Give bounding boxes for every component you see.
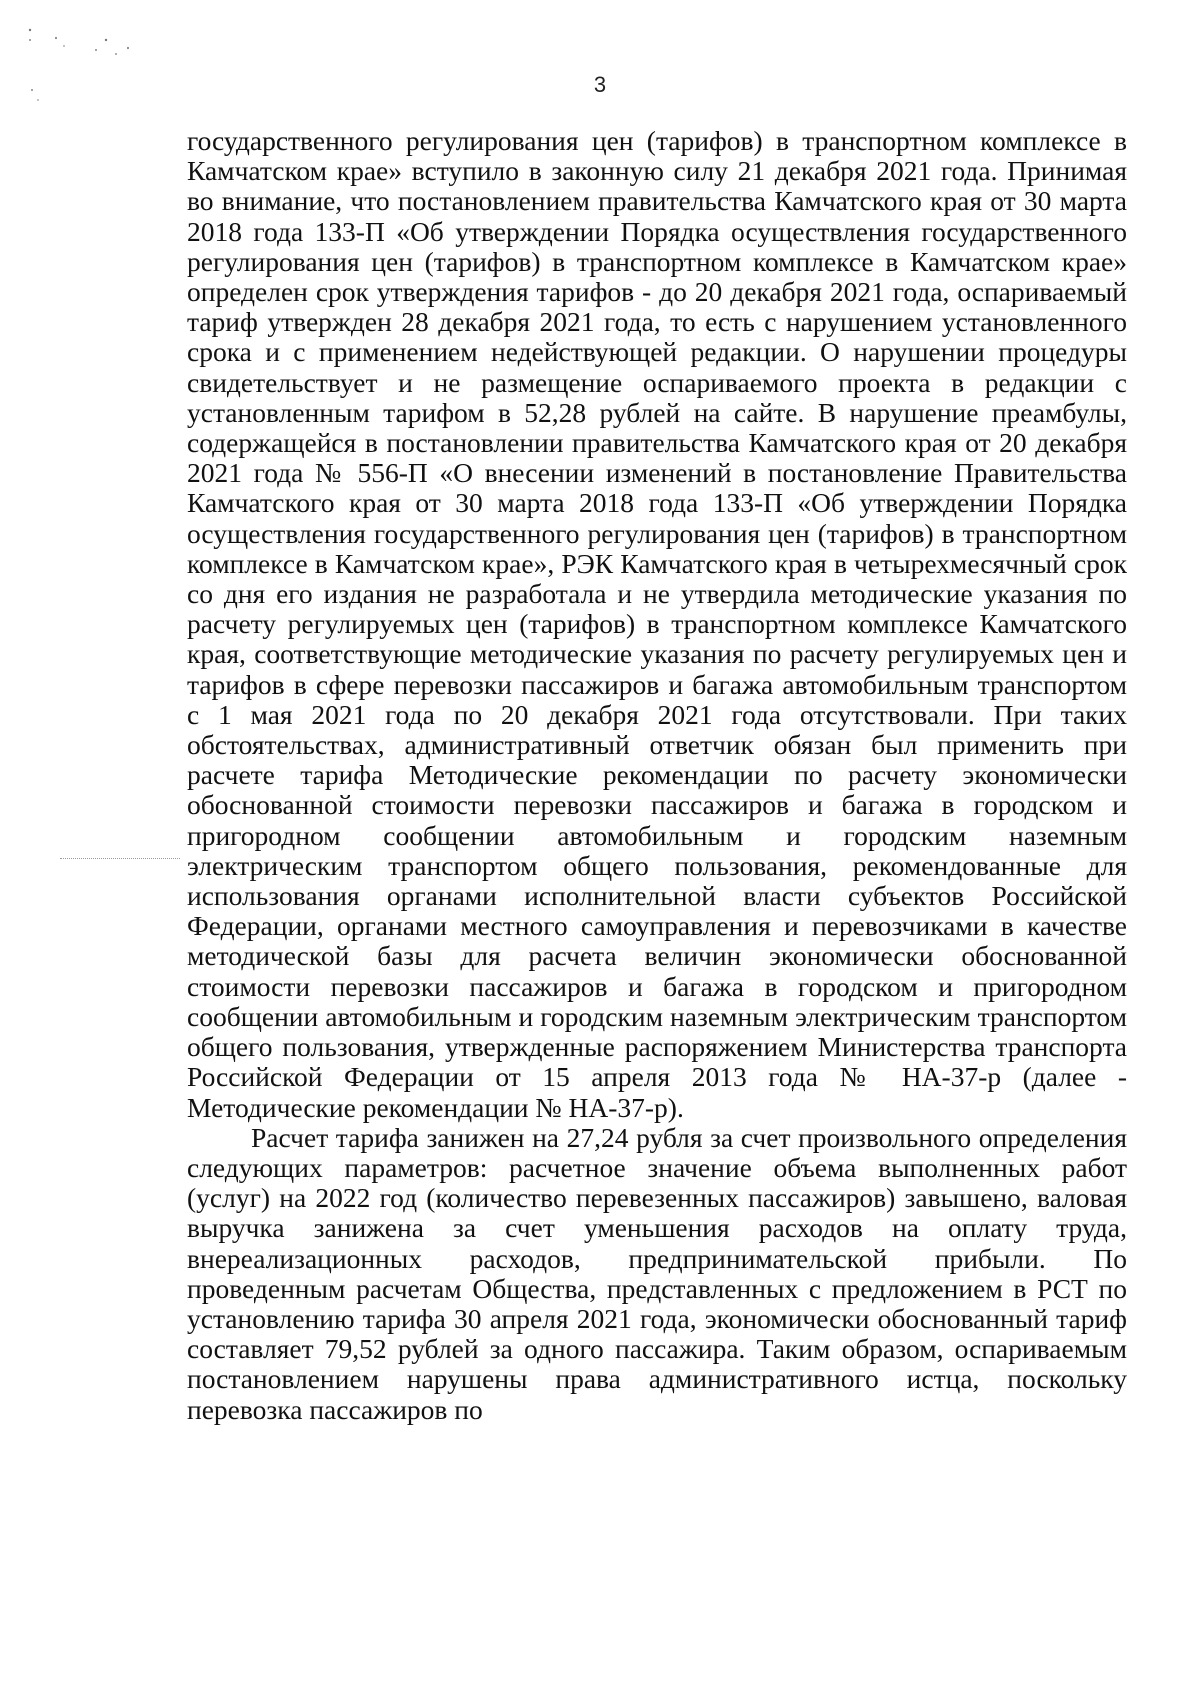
page-number: 3 xyxy=(593,72,607,97)
paragraph-1: государственного регулирования цен (тарифов) в транспортном комплексе в Камчатском крае» вступило в законную силу 21 декабря 2021 года. Принимая во внимание, что постановлением правительства Камчатского края от 30 марта 2018 года 133-П «Об утверждении Порядка осуществления государственного регулирования цен (тарифов) в транспортном комплексе в Камчатском крае» определен срок утверждения тарифов - до 20 декабря 2021 года, оспариваемый тариф утвержден 28 декабря 2021 года, то есть с нарушением установленного срока и с применением недействующей редакции. О нарушении процедуры свидетельствует и не размещение оспариваемого проекта в редакции с установленным тарифом в 52,28 рублей на сайте. В нарушение преамбулы, содержащейся в постановлении правительства Камчатского края от 20 декабря 2021 года № 556-П «О внесении изменений в постановление Правительства Камчатского края от 30 марта 2018 года 133-П «Об утверждении Порядка осуществления государственного регулирования цен (тарифов) в транспортном комплексе в Камчатском крае», РЭК Камчатского края в четырехмесячный срок со дня его издания не разработала и не утвердила методические указания по расчету регулируемых цен (тарифов) в транспортном комплексе Камчатского края, соответствующие методические указания по расчету регулируемых цен и тарифов в сфере перевозки пассажиров и багажа автомобильным транспортом с 1 мая 2021 года по 20 декабря 2021 года отсутствовали. При таких обстоятельствах, административный ответчик обязан был применить при расчете тарифа Методические рекомендации по расчету экономически обоснованной стоимости перевозки пассажиров и багажа в городском и пригородном сообщении автомобильным и городским наземным электрическим транспортом общего пользования, рекомендованные для использования органами исполнительной власти субъектов Российской Федерации, органами местного самоуправления и перевозчиками в качестве методической базы для расчета величин экономически обоснованной стоимости перевозки пассажиров и багажа в городском и пригородном сообщении автомобильным и городским наземным электрическим транспортом общего пользования, утвержденные распоряжением Министерства транспорта Российской Федерации от 15 апреля 2013 года № НА-37-р (далее - Методические рекомендации № НА-37-р). xyxy=(187,125,1127,1123)
paragraph-2: Расчет тарифа занижен на 27,24 рубля за счет произвольного определения следующих параметров: расчетное значение объема выполненных работ (услуг) на 2022 год (количество перевезенных пассажиров) завышено, валовая выручка занижена за счет уменьшения расходов на оплату труда, внереализационных расходов, предпринимательской прибыли. По проведенным расчетам Общества, представленных с предложением в РСТ по установлению тарифа 30 апреля 2021 года, экономически обоснованный тариф составляет 79,52 рублей за одного пассажира. Таким образом, оспариваемым постановлением нарушены права административного истца, поскольку перевозка пассажиров по xyxy=(187,1121,1127,1425)
document-body xyxy=(187,126,1127,1425)
scan-artifact-line xyxy=(60,858,180,859)
